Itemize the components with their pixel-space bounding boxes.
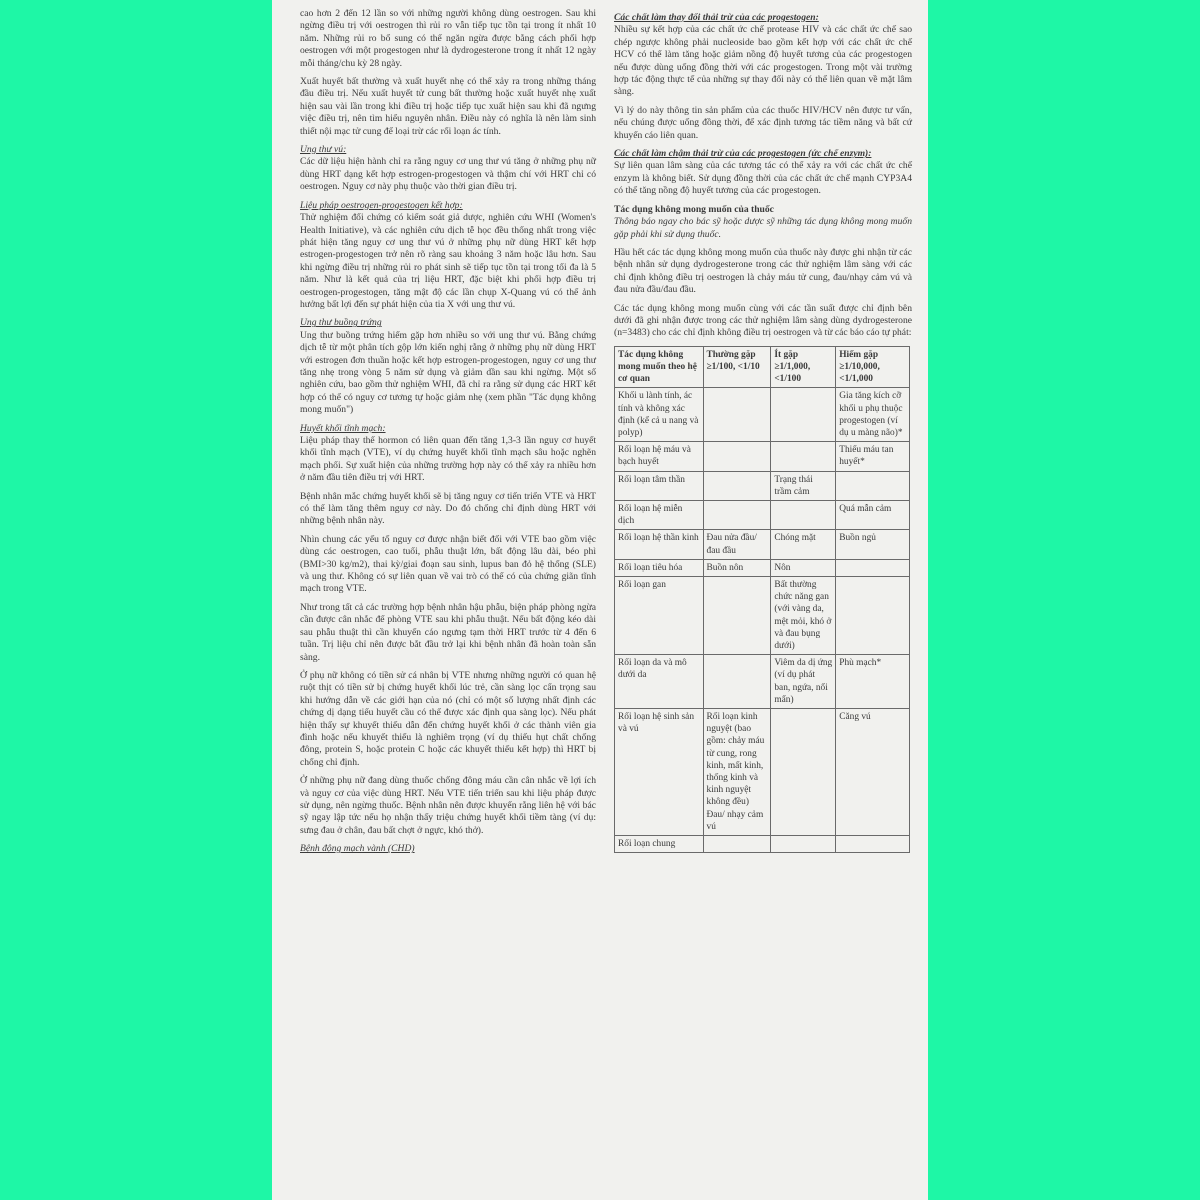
table-cell: Rối loạn hệ máu và bạch huyết: [615, 442, 704, 471]
adverse-effects-subtitle: Thông báo ngay cho bác sỹ hoặc dược sỹ những tác dụng không mong muốn gặp phải khi sử dụng thuốc.: [614, 216, 912, 240]
paragraph: cao hơn 2 đến 12 lần so với những người không dùng oestrogen. Sau khi ngừng điều trị với oestrogen thì rủi ro vẫn tiếp tục tồn tại trong ít nhất 10 năm. Những rủi ro bổ sung có thể ngăn ngừa được bằng cách phối hợp oestrogen với một progestogen như là dydrogesterone trong ít nhất 12 ngày mỗi tháng/chu kỳ 28 ngày.: [300, 8, 596, 69]
table-cell: Rối loạn gan: [615, 577, 704, 655]
paragraph: Hầu hết các tác dụng không mong muốn của thuốc này được ghi nhận từ các bệnh nhân sử dụng dydrogesterone trong các thử nghiệm lâm sàng với các chỉ định không điều trị oestrogen là chảy máu tử cung, đau/nhạy cảm vú và đau nửa đầu/đau đầu.: [614, 246, 912, 296]
table-cell: Khối u lành tính, ác tính và không xác định (kể cả u nang và polyp): [615, 388, 704, 442]
section-heading: Các chất làm thay đổi thải trừ của các progestogen:: [614, 12, 819, 23]
table-cell: [836, 577, 910, 655]
table-row: [615, 836, 910, 853]
paragraph: Nhiều sự kết hợp của các chất ức chế protease HIV và các chất ức chế sao chép ngược không phải nucleoside bao gồm kết hợp với các chất ức chế HCV có thể làm tăng hoặc giảm nồng độ huyết tương của các progestogen nếu được dùng uống đồng thời với các progestogen. Trong một vài trường hợp tác động thực tế của những sự thay đổi này có thể liên quan về mặt lâm sàng.: [614, 24, 912, 98]
paragraph: Bệnh nhân mắc chứng huyết khối sẽ bị tăng nguy cơ tiến triển VTE và HRT có thể làm tăng thêm nguy cơ này. Do đó chống chỉ định dùng HRT với những bệnh nhân này.: [300, 490, 596, 527]
table-row: [615, 530, 910, 559]
table-row: [615, 655, 910, 709]
section-heading: Huyết khối tĩnh mạch:: [300, 422, 386, 434]
table-cell: Viêm da dị ứng (ví dụ phát ban, ngứa, nổi mẩn): [771, 655, 836, 709]
table-row: [615, 559, 910, 576]
table-row: [615, 709, 910, 836]
table-cell: [836, 471, 910, 500]
table-cell: Rối loạn chung: [615, 836, 704, 853]
section-heading: Liệu pháp oestrogen-progestogen kết hợp:: [300, 199, 463, 211]
adverse-effects-title: Tác dụng không mong muốn của thuốc: [614, 203, 774, 215]
table-cell: Trạng thái trầm cảm: [771, 471, 836, 500]
table-cell: Rối loạn hệ sinh sản và vú: [615, 709, 704, 836]
leaflet-page: [272, 0, 928, 1200]
adverse-effects-table: [614, 346, 910, 854]
column-header: Thường gặp ≥1/100, <1/10: [703, 346, 771, 388]
paragraph: Ở phụ nữ không có tiền sử cá nhân bị VTE nhưng những người có quan hệ ruột thịt có tiền sử bị chứng huyết khối lúc trẻ, cần sàng lọc cẩn trọng sau khi hướng dẫn về các giới hạn của nó (chỉ có một số lượng nhất định các chứng dị dạng tiểu huyết cầu có thể được xác định qua sàng lọc). Nếu phát hiện thấy sự khuyết thiếu dẫn đến chứng huyết khối ở các thành viên gia đình hoặc nếu khuyết thiếu là nghiêm trọng (ví dụ thiếu hụt chất chống đông, protein S, hoặc protein C hoặc các khuyết thiếu kết hợp) thì HRT bị chống chỉ định.: [300, 669, 596, 768]
table-row: [615, 577, 910, 655]
paragraph: Sự liên quan lâm sàng của các tương tác có thể xảy ra với các chất ức chế enzym là không biết. Sử dụng đồng thời của các chất ức chế mạnh CYP3A4 có thể tăng nồng độ huyết tương của các progestogen.: [614, 160, 912, 197]
table-cell: Nôn: [771, 559, 836, 576]
paragraph: Vì lý do này thông tin sản phẩm của các thuốc HIV/HCV nên được tư vấn, nếu chúng được uống đồng thời, để xác định tương tác tiềm năng và bất cứ khuyến cáo liên quan.: [614, 104, 912, 141]
table-cell: [771, 500, 836, 529]
table-row: [615, 388, 910, 442]
table-cell: [703, 388, 771, 442]
column-header: Hiếm gặp ≥1/10,000, <1/1,000: [836, 346, 910, 388]
table-row: [615, 500, 910, 529]
table-cell: [771, 442, 836, 471]
table-row: [615, 471, 910, 500]
column-header: Tác dụng không mong muốn theo hệ cơ quan: [615, 346, 704, 388]
table-cell: Quá mẫn cảm: [836, 500, 910, 529]
table-cell: [771, 709, 836, 836]
table-cell: [836, 836, 910, 853]
table-cell: [703, 500, 771, 529]
table-cell: Phù mạch*: [836, 655, 910, 709]
column-header: Ít gặp ≥1/1,000, <1/100: [771, 346, 836, 388]
table-cell: [703, 442, 771, 471]
paragraph: Các dữ liệu hiện hành chỉ ra rằng nguy cơ ung thư vú tăng ở những phụ nữ dùng HRT dạng kết hợp estrogen-progestogen và thậm chí với HRT chỉ có oestrogen. Nguy cơ này phụ thuộc vào thời gian điều trị.: [300, 156, 596, 193]
paragraph: Ung thư buồng trứng hiếm gặp hơn nhiều so với ung thư vú. Bằng chứng dịch tễ từ một phân tích gộp lớn kiến nghị rằng ở những phụ nữ dùng HRT với estrogen đơn thuần hoặc kết hợp estrogen-progestogen, nguy cơ ung thư tăng nhẹ trong vòng 5 năm sử dụng và giảm dần sau khi ngừng. Một số nghiên cứu, bao gồm thử nghiệm WHI, đã chỉ ra rằng sử dụng các HRT kết hợp có thể có nguy cơ tương tự hoặc giảm nhẹ (xem phần "Tác dụng không mong muốn"): [300, 329, 596, 416]
table-cell: [703, 836, 771, 853]
table-cell: Rối loạn da và mô dưới da: [615, 655, 704, 709]
paragraph: Như trong tất cả các trường hợp bệnh nhân hậu phẫu, biện pháp phòng ngừa cần được cân nhắc để phòng VTE sau khi phẫu thuật. Nếu bất động kéo dài sau phẫu thuật thì cần khuyến cáo ngưng tạm thời HRT trước từ 4 đến 6 tuần. Trị liệu chỉ nên được bắt đầu trở lại khi bệnh nhân đã hoàn toàn sẵn sàng.: [300, 601, 596, 663]
table-row: [615, 442, 910, 471]
table-cell: Rối loạn hệ thần kinh: [615, 530, 704, 559]
table-cell: Chóng mặt: [771, 530, 836, 559]
paragraph: Thử nghiệm đối chứng có kiểm soát giả dược, nghiên cứu WHI (Women's Health Initiative), và các nghiên cứu dịch tễ học đều thống nhất trong việc phát hiện tăng nguy cơ ung thư vú ở những phụ nữ dùng HRT kết hợp estrogen-progestogen trở nên rõ ràng sau khoảng 3 năm hoặc lâu hơn. Sau khi ngừng điều trị những rủi ro phát sinh sẽ tiếp tục tồn tại trong tối đa là 5 năm. Như là kết quả của trị liệu HRT, đặc biệt khi phối hợp điều trị oestrogen-progestogen, tăng mật độ các lần chụp X-Quang vú có thể ảnh hưởng bất lợi đến sự phát hiện của tia X với ung thư vú.: [300, 212, 596, 310]
section-heading: Ung thư buồng trứng: [300, 317, 382, 329]
table-cell: [771, 388, 836, 442]
table-cell: [836, 559, 910, 576]
paragraph: Các tác dụng không mong muốn cùng với các tần suất được chỉ định bên dưới đã ghi nhận được trong các thử nghiệm lâm sàng dùng dydrogesterone (n=3483) cho các chỉ định không điều trị oestrogen và từ các báo cáo tự phát:: [614, 302, 912, 339]
table-cell: [703, 577, 771, 655]
table-cell: Bất thường chức năng gan (với vàng da, mệt mỏi, khó ở và đau bụng dưới): [771, 577, 836, 655]
table-cell: Rối loạn tâm thần: [615, 471, 704, 500]
table-header-row: [615, 346, 910, 388]
section-heading: Ung thư vú:: [300, 144, 347, 156]
table-cell: Rối loạn hệ miễn dịch: [615, 500, 704, 529]
right-column: [614, 8, 912, 853]
left-column: [300, 8, 596, 856]
paragraph: Ở những phụ nữ đang dùng thuốc chống đông máu cần cân nhắc về lợi ích và nguy cơ của việc dùng HRT. Nếu VTE tiến triển sau khi liệu pháp được sử dụng, nên ngừng thuốc. Bệnh nhân nên được khuyến rằng liên hệ với bác sỹ ngay lập tức nếu họ nhận thấy triệu chứng huyết khối tiềm tàng (ví dụ: sưng đau ở chân, đau bất chợt ở ngực, khó thở).: [300, 775, 596, 836]
table-cell: Buồn ngủ: [836, 530, 910, 559]
paragraph: Liệu pháp thay thế hormon có liên quan đến tăng 1,3-3 lần nguy cơ huyết khối tĩnh mạch (VTE), ví dụ chứng huyết khối tĩnh mạch sâu hoặc nghẽn mạch phổi. Sự xuất hiện của những trường hợp này có thể xảy ra nhiều hơn ở năm đầu tiên điều trị với HRT.: [300, 435, 596, 484]
paragraph: Xuất huyết bất thường và xuất huyết nhẹ có thể xảy ra trong những tháng đầu điều trị. Nếu xuất huyết tử cung bất thường hoặc xuất huyết nhẹ xuất hiện sau vài lần trong khi điều trị hoặc tiếp tục xuất hiện sau khi đã ngưng việc điều trị, nên tìm hiểu nguyên nhân. Điều này có nghĩa là nên làm sinh thiết nội mạc tử cung để loại trừ các rối loạn ác tính.: [300, 76, 596, 137]
table-cell: Căng vú: [836, 709, 910, 836]
table-cell: Buồn nôn: [703, 559, 771, 576]
paragraph: Nhìn chung các yếu tố nguy cơ được nhận biết đối với VTE bao gồm việc dùng các oestrogen, cao tuổi, phẫu thuật lớn, bất động lâu dài, béo phì (BMI>30 kg/m2), thai kỳ/giai đoạn sau sinh, lupus ban đỏ hệ thống (SLE) và ung thư. Không có sự liên quan về vai trò có thể có của chứng giãn tĩnh mạch trong VTE.: [300, 533, 596, 595]
section-heading: Bệnh động mạch vành (CHD): [300, 843, 415, 855]
table-cell: Thiếu máu tan huyết*: [836, 442, 910, 471]
table-cell: [703, 655, 771, 709]
section-heading: Các chất làm chậm thải trừ của các progestogen (ức chế enzym):: [614, 148, 872, 160]
table-cell: [771, 836, 836, 853]
table-cell: Rối loạn kinh nguyệt (bao gồm: chảy máu từ cung, rong kinh, mất kinh, thống kinh và kinh nguyệt không đều) Đau/ nhạy cảm vú: [703, 709, 771, 836]
table-cell: [703, 471, 771, 500]
table-cell: Gia tăng kích cỡ khối u phụ thuộc progestogen (ví dụ u màng não)*: [836, 388, 910, 442]
table-cell: Rối loạn tiêu hóa: [615, 559, 704, 576]
table-cell: Đau nửa đầu/ đau đầu: [703, 530, 771, 559]
